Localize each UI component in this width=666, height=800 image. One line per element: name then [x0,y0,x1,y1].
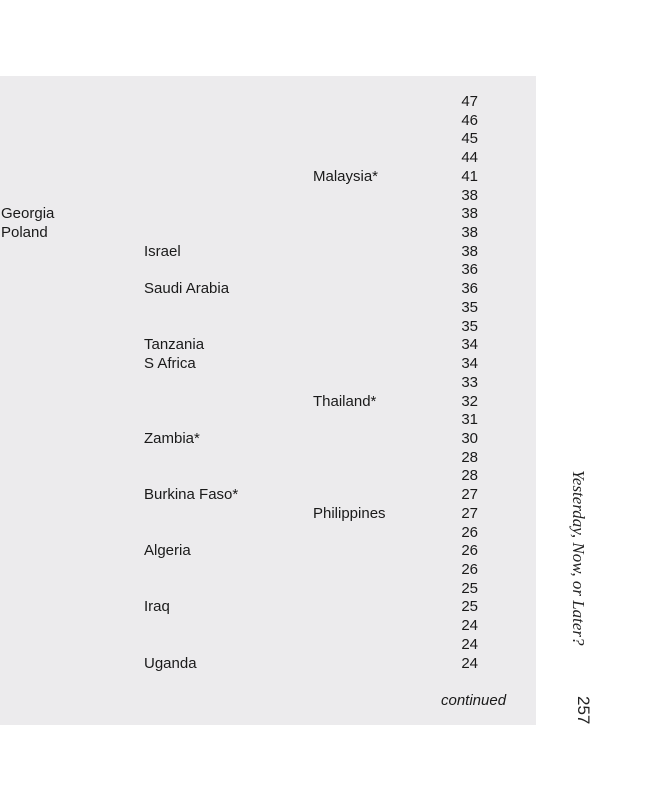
table-row [0,242,536,261]
country-cell: Burkina Faso* [144,486,239,504]
table-row [0,523,536,542]
value-cell: 41 [461,167,478,185]
country-cell: Thailand* [313,392,377,410]
value-cell: 38 [461,242,478,260]
table-row [0,335,536,354]
value-cell: 46 [461,111,478,129]
table-row [0,392,536,411]
value-cell: 33 [461,373,478,391]
value-cell: 45 [461,130,478,148]
value-cell: 30 [461,429,478,447]
value-cell: 44 [461,149,478,167]
country-cell: Iraq [144,598,170,616]
value-cell: 26 [461,542,478,560]
country-cell: Philippines [313,504,386,522]
value-cell: 47 [461,93,478,110]
value-cell: 24 [461,635,478,653]
table-row [0,279,536,298]
value-cell: 27 [461,504,478,522]
table-row [0,597,536,616]
country-cell: Algeria [144,542,191,560]
page-number: 257 [574,696,593,725]
country-cell: Georgia [1,205,55,223]
country-cell: Poland [1,224,48,242]
table-row [0,260,536,279]
table-row [0,167,536,186]
table-row [0,223,536,242]
table-row [0,579,536,598]
table-row [0,129,536,148]
value-cell: 34 [461,336,478,354]
country-cell: Tanzania [144,336,205,354]
continued-label: continued [441,692,507,709]
value-cell: 38 [461,205,478,223]
table-row [0,485,536,504]
country-cell: Saudi Arabia [144,280,230,298]
value-cell: 35 [461,298,478,316]
value-cell: 32 [461,392,478,410]
value-cell: 35 [461,317,478,335]
value-cell: 26 [461,561,478,578]
table-row [0,92,536,111]
running-title: Yesterday, Now, or Later? [569,470,588,646]
table-row [0,466,536,485]
value-cell: 36 [461,261,478,279]
table-row [0,204,536,223]
value-cell: 31 [461,411,478,429]
value-cell: 27 [461,486,478,504]
table-row [0,635,536,654]
value-cell: 28 [461,467,478,485]
value-cell: 34 [461,355,478,373]
value-cell: 36 [461,280,478,298]
table-row [0,354,536,373]
country-cell: Malaysia* [313,167,379,185]
table-row [0,111,536,130]
table-row [0,373,536,392]
country-cell: S Africa [144,355,196,373]
table-row [0,541,536,560]
table-row [0,186,536,205]
value-cell: 26 [461,523,478,541]
table-row [0,429,536,448]
table-row [0,298,536,317]
table-row [0,616,536,635]
table-row [0,317,536,336]
value-cell: 38 [461,224,478,242]
table-row [0,148,536,167]
table-row [0,504,536,523]
country-cell: Uganda [144,654,197,672]
value-cell: 25 [461,598,478,616]
country-cell: Zambia* [144,429,200,447]
table-row [0,560,536,579]
table-row [0,410,536,429]
value-cell: 24 [461,617,478,635]
table-row [0,448,536,467]
country-cell: Israel [144,242,181,260]
table-row [0,654,536,673]
value-cell: 25 [461,579,478,597]
value-cell: 24 [461,654,478,672]
value-cell: 38 [461,186,478,204]
value-cell: 28 [461,448,478,466]
